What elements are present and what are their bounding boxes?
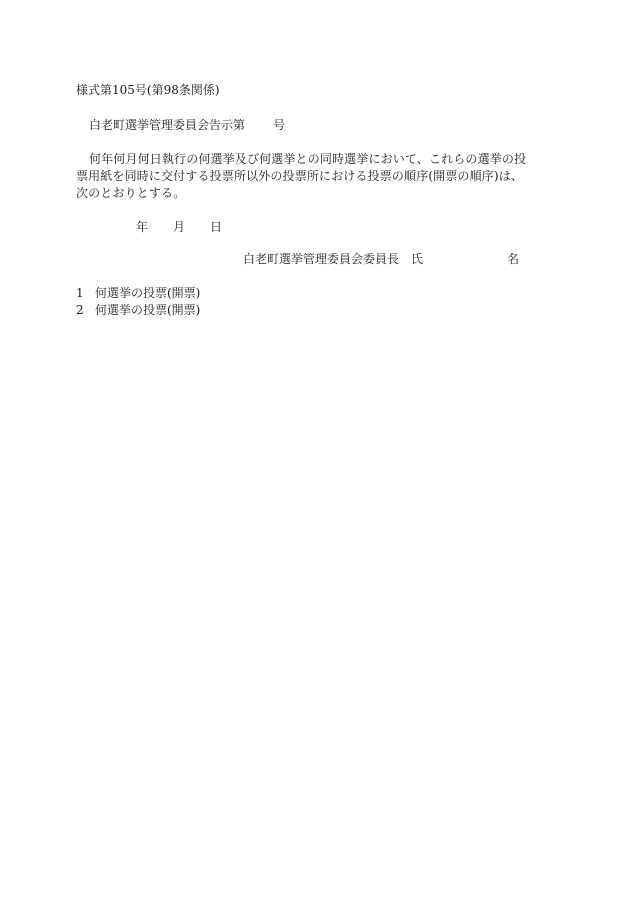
list-item-text: 何選挙の投票(開票) bbox=[95, 303, 201, 317]
signer-name-first: 氏 bbox=[411, 252, 424, 266]
form-id: 様式第105号(第98条関係) bbox=[76, 83, 220, 97]
list-item bbox=[76, 302, 200, 318]
notice-prefix: 白老町選挙管理委員会告示第 bbox=[89, 118, 246, 132]
notice-suffix: 号 bbox=[273, 118, 286, 132]
date-year: 年 bbox=[136, 220, 149, 234]
signer-title: 白老町選挙管理委員会委員長 bbox=[243, 252, 400, 266]
date-month: 月 bbox=[173, 220, 186, 234]
body-paragraph: 何年何月何日執行の何選挙及び何選挙との同時選挙において、これらの選挙の投票用紙を同時に交付する投票所以外の投票所における投票の順序(開票の順序)は、次のとおりとする。 bbox=[76, 152, 527, 200]
list-item-number: 1 bbox=[76, 286, 84, 300]
signer-line bbox=[243, 251, 519, 267]
date-line bbox=[136, 219, 222, 235]
list-item-text: 何選挙の投票(開票) bbox=[95, 286, 201, 300]
list-item bbox=[76, 285, 200, 301]
list-item-number: 2 bbox=[76, 303, 84, 317]
signer-name-last: 名 bbox=[507, 252, 520, 266]
date-day: 日 bbox=[210, 220, 223, 234]
notice-number bbox=[89, 117, 285, 133]
